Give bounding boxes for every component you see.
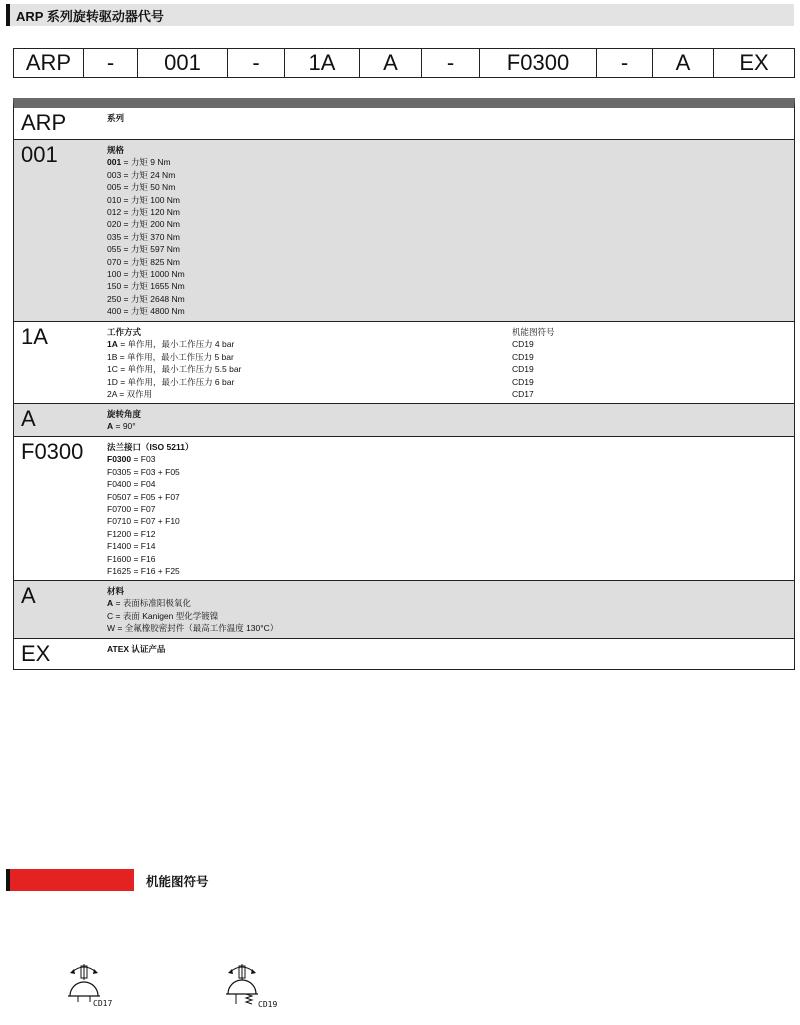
option-value: = 力矩 4800 Nm xyxy=(121,306,185,317)
spec-table xyxy=(13,98,795,670)
row-title: 工作方式 xyxy=(107,327,142,337)
code-cell-flange: F0300 xyxy=(480,49,597,77)
option-value: = 表面 Kanigen 型化学镀镍 xyxy=(113,610,219,621)
symbol-label-cd19: CD19 xyxy=(258,1000,278,1009)
option-value: = 力矩 597 Nm xyxy=(121,244,180,255)
option-key: 1C xyxy=(107,364,118,375)
option-key: 055 xyxy=(107,244,122,255)
row-size xyxy=(14,140,794,322)
option-line xyxy=(107,622,794,634)
row-flange xyxy=(14,437,794,581)
option-value: = 力矩 50 Nm xyxy=(121,182,176,193)
option-value: = 力矩 100 Nm xyxy=(121,194,180,205)
option-value: = F12 xyxy=(131,528,156,539)
row-body xyxy=(101,639,794,669)
option-value: = F07 + F10 xyxy=(131,516,180,527)
option-value: = 力矩 1655 Nm xyxy=(121,281,185,292)
code-cell-separator: - xyxy=(597,49,653,77)
option-line xyxy=(107,363,794,375)
option-key: F1625 xyxy=(107,566,132,577)
option-line xyxy=(107,338,794,350)
option-line xyxy=(107,156,794,168)
option-key: 1A xyxy=(107,339,118,350)
option-key: 001 xyxy=(107,157,122,168)
option-key: F0710 xyxy=(107,516,132,527)
option-line xyxy=(107,181,794,193)
option-key: A xyxy=(107,598,114,609)
option-key: 020 xyxy=(107,219,122,230)
option-value: = 力矩 2648 Nm xyxy=(121,293,185,304)
option-line xyxy=(107,256,794,268)
option-key: 035 xyxy=(107,231,122,242)
row-code: A xyxy=(21,406,36,431)
option-value: = 力矩 1000 Nm xyxy=(121,269,185,280)
option-list xyxy=(107,597,794,634)
row-body xyxy=(101,437,794,580)
page-title: ARP 系列旋转驱动器代号 xyxy=(16,8,164,24)
option-value: = 90° xyxy=(113,421,136,432)
option-value: = F07 xyxy=(131,504,156,515)
code-cell-certification: EX xyxy=(739,50,769,75)
option-line xyxy=(107,169,794,181)
option-value: = 双作用 xyxy=(116,389,153,400)
row-code: ARP xyxy=(21,110,67,135)
option-key: F0400 xyxy=(107,479,132,490)
option-value: = 单作用，最小工作压力 6 bar xyxy=(117,376,235,387)
double-acting-actuator-symbol-icon xyxy=(64,962,104,1002)
option-key: F0300 xyxy=(107,454,132,465)
function-symbol-code: CD19 xyxy=(512,364,534,375)
option-line xyxy=(107,540,794,552)
row-title: 法兰接口（ISO 5211） xyxy=(107,442,194,452)
option-value: = 单作用，最小工作压力 5.5 bar xyxy=(117,364,242,375)
row-code: 001 xyxy=(21,142,58,167)
row-body xyxy=(101,322,794,403)
code-cell-separator: - xyxy=(228,49,285,77)
option-key: 250 xyxy=(107,293,122,304)
row-body xyxy=(101,404,794,436)
option-key: F0507 xyxy=(107,491,132,502)
option-list xyxy=(107,338,794,400)
option-line xyxy=(107,194,794,206)
symbols-section-title: 机能图符号 xyxy=(146,875,209,889)
option-value: = F04 xyxy=(131,479,156,490)
option-line xyxy=(107,206,794,218)
row-title: 规格 xyxy=(107,145,125,155)
option-line xyxy=(107,528,794,540)
row-code: A xyxy=(21,583,36,608)
option-line xyxy=(107,388,794,400)
option-list xyxy=(107,420,794,432)
option-key: 070 xyxy=(107,256,122,267)
option-key: F1400 xyxy=(107,541,132,552)
option-key: 400 xyxy=(107,306,122,317)
option-key: 010 xyxy=(107,194,122,205)
code-cell-separator: - xyxy=(422,49,480,77)
row-code: 1A xyxy=(21,324,48,349)
code-cell-series: ARP xyxy=(14,49,84,77)
row-material xyxy=(14,581,794,639)
code-cell-operation: 1A xyxy=(285,49,360,77)
row-body xyxy=(101,140,794,321)
single-acting-spring-return-symbol-icon xyxy=(222,962,262,1006)
option-value: = F16 xyxy=(131,553,156,564)
option-line xyxy=(107,420,794,432)
option-line xyxy=(107,268,794,280)
option-line xyxy=(107,515,794,527)
code-cell-size: 001 xyxy=(138,49,228,77)
option-line xyxy=(107,280,794,292)
option-value: = 单作用，最小工作压力 5 bar xyxy=(117,351,234,362)
option-value: = F03 xyxy=(131,454,156,465)
option-key: W xyxy=(107,623,116,634)
option-value: = 表面标准阳极氧化 xyxy=(113,598,191,609)
row-certification xyxy=(14,639,794,669)
option-key: F0700 xyxy=(107,504,132,515)
option-key: 003 xyxy=(107,169,122,180)
code-cell-material: A xyxy=(653,49,714,77)
option-line xyxy=(107,478,794,490)
function-symbol-header: 机能图符号 xyxy=(512,327,555,337)
option-key: F0305 xyxy=(107,466,132,477)
option-value: = F14 xyxy=(131,541,156,552)
option-key: 100 xyxy=(107,269,122,280)
row-title: 系列 xyxy=(107,113,125,123)
code-cell-separator: - xyxy=(84,49,138,77)
option-value: = 单作用，最小工作压力 4 bar xyxy=(117,339,235,350)
option-key: 012 xyxy=(107,207,122,218)
row-series xyxy=(14,108,794,140)
option-value: = 力矩 825 Nm xyxy=(121,256,180,267)
option-line xyxy=(107,565,794,577)
option-key: A xyxy=(107,421,114,432)
row-body xyxy=(101,581,794,638)
option-line xyxy=(107,610,794,622)
option-key: F1600 xyxy=(107,553,132,564)
option-list xyxy=(107,156,794,317)
option-key: 150 xyxy=(107,281,122,292)
option-value: = F03 + F05 xyxy=(131,466,180,477)
row-body xyxy=(101,108,794,139)
row-title: 材料 xyxy=(107,586,125,596)
option-line xyxy=(107,503,794,515)
option-value: = F16 + F25 xyxy=(131,566,180,577)
row-title: ATEX 认证产品 xyxy=(107,644,166,654)
option-key: C xyxy=(107,610,114,621)
option-key: F1200 xyxy=(107,528,132,539)
option-value: = 力矩 200 Nm xyxy=(121,219,180,230)
function-symbol-list xyxy=(512,338,555,400)
function-symbol-code: CD19 xyxy=(512,376,534,387)
option-line xyxy=(107,351,794,363)
function-symbol-code: CD19 xyxy=(512,339,534,350)
option-key: 1D xyxy=(107,376,118,387)
option-line xyxy=(107,293,794,305)
symbol-label-cd17: CD17 xyxy=(93,999,113,1008)
function-symbol-code: CD17 xyxy=(512,389,534,400)
option-value: = 力矩 120 Nm xyxy=(121,207,180,218)
option-value: = 全氟橡胶密封件（最高工作温度 130°C） xyxy=(115,623,279,634)
option-value: = 力矩 9 Nm xyxy=(121,157,171,168)
option-value: = 力矩 24 Nm xyxy=(121,169,176,180)
option-line xyxy=(107,243,794,255)
option-line xyxy=(107,231,794,243)
row-title: 旋转角度 xyxy=(107,409,142,419)
option-list xyxy=(107,453,794,577)
option-line xyxy=(107,553,794,565)
row-code: F0300 xyxy=(21,439,84,464)
option-line xyxy=(107,218,794,230)
option-line xyxy=(107,453,794,465)
option-line xyxy=(107,597,794,609)
option-key: 1B xyxy=(107,351,118,362)
option-line xyxy=(107,491,794,503)
option-key: 005 xyxy=(107,182,122,193)
option-line xyxy=(107,305,794,317)
ordering-code-row xyxy=(13,48,795,78)
page-header xyxy=(6,4,794,26)
section-accent-bar xyxy=(6,869,134,891)
option-value: = 力矩 370 Nm xyxy=(121,231,180,242)
option-value: = F05 + F07 xyxy=(131,491,180,502)
row-rotation xyxy=(14,404,794,437)
row-operation xyxy=(14,322,794,404)
option-line xyxy=(107,466,794,478)
row-code: EX xyxy=(21,641,51,666)
function-symbol-code: CD19 xyxy=(512,351,534,362)
option-key: 2A xyxy=(107,389,117,400)
code-cell-rotation: A xyxy=(360,49,422,77)
option-line xyxy=(107,376,794,388)
function-symbol-column xyxy=(512,326,555,400)
